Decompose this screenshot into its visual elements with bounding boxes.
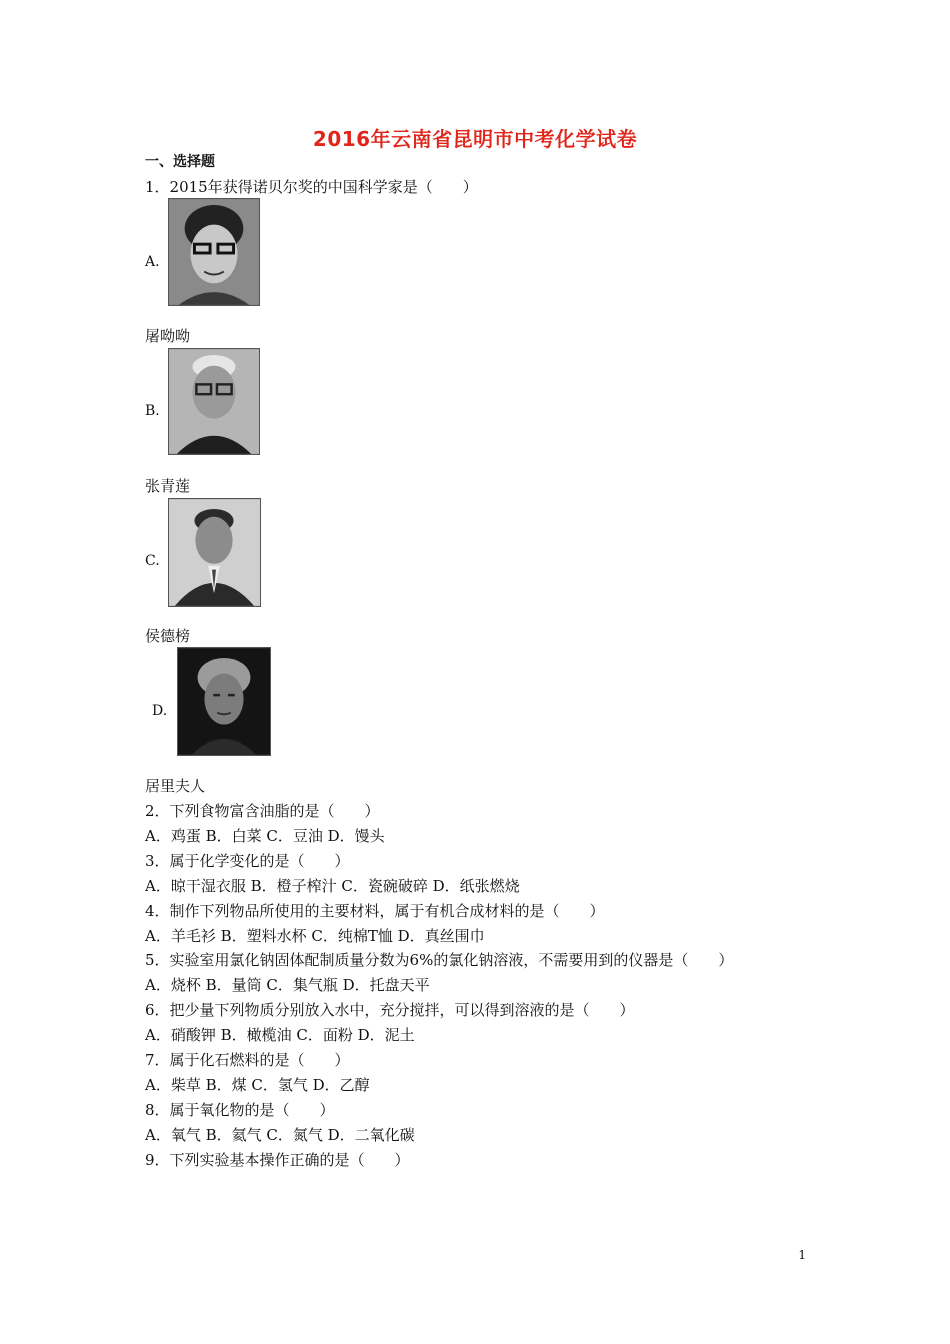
question-4-stem: 4．制作下列物品所使用的主要材料，属于有机合成材料的是（ ） bbox=[145, 902, 605, 920]
option-c-letter: C. bbox=[145, 553, 160, 569]
portrait-tu-youyou bbox=[168, 198, 260, 306]
question-4-options: A．羊毛衫 B．塑料水杯 C．纯棉T恤 D．真丝围巾 bbox=[145, 927, 485, 945]
option-a-caption: 屠呦呦 bbox=[145, 327, 191, 345]
question-2-options: A．鸡蛋 B．白菜 C．豆油 D．馒头 bbox=[145, 827, 385, 845]
option-a-letter: A. bbox=[145, 254, 160, 270]
exam-title: 2016年云南省昆明市中考化学试卷 bbox=[312, 127, 638, 151]
question-2-stem: 2．下列食物富含油脂的是（ ） bbox=[145, 802, 380, 820]
question-8-options: A．氧气 B．氦气 C．氮气 D．二氧化碳 bbox=[145, 1126, 415, 1144]
option-d-letter: D. bbox=[152, 703, 168, 719]
section-heading: 一、选择题 bbox=[145, 154, 215, 170]
option-b-caption: 张青莲 bbox=[145, 477, 191, 495]
question-3-stem: 3．属于化学变化的是（ ） bbox=[145, 852, 350, 870]
question-7-stem: 7．属于化石燃料的是（ ） bbox=[145, 1051, 350, 1069]
question-6-stem: 6．把少量下列物质分别放入水中，充分搅拌，可以得到溶液的是（ ） bbox=[145, 1001, 635, 1019]
question-3-options: A．晾干湿衣服 B．橙子榨汁 C．瓷碗破碎 D．纸张燃烧 bbox=[145, 877, 520, 895]
portrait-hou-debang bbox=[168, 498, 261, 607]
question-6-options: A．硝酸钾 B．橄榄油 C．面粉 D．泥土 bbox=[145, 1026, 415, 1044]
question-1-stem: 1．2015年获得诺贝尔奖的中国科学家是（ ） bbox=[145, 178, 478, 196]
question-7-options: A．柴草 B．煤 C．氢气 D．乙醇 bbox=[145, 1076, 370, 1094]
question-5-options: A．烧杯 B．量筒 C．集气瓶 D．托盘天平 bbox=[145, 976, 430, 994]
page-number: 1 bbox=[798, 1248, 806, 1262]
question-8-stem: 8．属于氧化物的是（ ） bbox=[145, 1101, 335, 1119]
option-c-caption: 侯德榜 bbox=[145, 627, 191, 645]
portrait-zhang-qinglian bbox=[168, 348, 260, 455]
question-5-stem: 5．实验室用氯化钠固体配制质量分数为6%的氯化钠溶液，不需要用到的仪器是（ ） bbox=[145, 951, 734, 969]
portrait-marie-curie bbox=[177, 647, 271, 756]
option-b-letter: B. bbox=[145, 403, 160, 419]
option-d-caption: 居里夫人 bbox=[145, 777, 206, 795]
question-9-stem: 9．下列实验基本操作正确的是（ ） bbox=[145, 1151, 410, 1169]
